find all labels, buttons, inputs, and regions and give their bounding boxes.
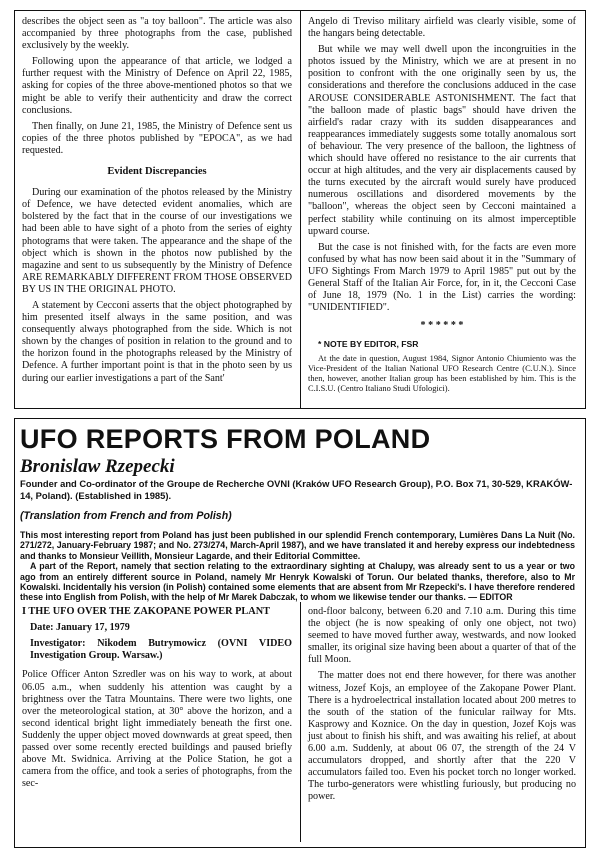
editor-note-heading: * NOTE BY EDITOR, FSR: [318, 339, 419, 350]
author-affiliation: Founder and Co-ordinator of the Groupe de Recherche OVNI (Kraków UFO Research Group), P.O. Box 71, 30-529, KRAKÓW-14, Poland). (Established in 1985).: [20, 478, 573, 501]
section-break-stars: * * * * * *: [420, 320, 464, 332]
upper-column-divider: [300, 10, 301, 409]
lower-left-body: Police Officer Anton Szredler was on his way to work, at about 06.05 a.m., when suddenly his attention was caught by a brightness over the Tatra Mountains. There were two lights, one over the meteorological station, at 30° above the horizon, and a second identical bright light immediately beneath the first one. Suddenly the upper object moved downwards at great speed, then passed over some recently erected buildings and paused briefly above Mt. Swidnica. Arriving at the Police Station, he got a camera from the office, and took a series of photographs, from the sec-: [22, 669, 292, 790]
lower-right-p2: The matter does not end there however, for there was another witness, Jozef Kojs, an employee of the Zakopane Power Plant. There is a hydroelectrical installation located about 200 metres to the south of the station of the funicular railway for Mts. Kasprowy and Koznice. On the day in question, Jozef Kojs was just about to finish his shift, and was awaiting his relief, at about 6.00 a.m. Suddenly, at about 06 07, the strength of the 24 V accumulators dropped, and shortly after that the 220 V accumulators failed too. Even his pocket torch no longer worked. The turbo-generators were whistling furiously, but producing no power.: [308, 670, 576, 803]
upper-right-p2: But while we may well dwell upon the incongruities in the photos issued by the Ministry, which we are at present in no position to confront with the one originally seen by us, the considerations and therefore the conclusions adduced in the case AROUSE CONSIDERABLE ASTONISHMENT. The fact that "the balloon made of plastic bags" should have driven the airfield's radar crazy with its sudden disappearances and reappearances immediately suggests some totally anomalous sort of behaviour. The very presence of the balloon, the lightness of which should have offered no resistance to the air currents that occur at high altitudes, and the very air displacements caused by the turns executed by the aircraft would surely have produced numerous oscillations and disordered movements by the "balloon", whereas the object seen by Cecconi maintained a perfect stability while continuing on its almost imperceptible upward course.: [308, 44, 576, 237]
section-title-zakopane: I THE UFO OVER THE ZAKOPANE POWER PLANT: [22, 606, 271, 617]
upper-right-column: [308, 16, 576, 398]
lower-column-divider: [300, 602, 301, 842]
section-investigator: Investigator: Nikodem Butrymowicz (OVNI VIDEO Investigation Group. Warsaw.): [30, 638, 292, 662]
lower-left-column: [22, 606, 292, 794]
section-date: Date: January 17, 1979: [30, 622, 130, 634]
editor-note-text: At the date in question, August 1984, Signor Antonio Chiumiento was the Vice-President of the Italian National UFO Research Centre (C.U.N.). Since then, however, another Italian group has been established by him. This is the C.I.S.U. (Centro Italiano Studi Ufologici).: [308, 354, 576, 394]
lower-right-column: [308, 606, 576, 808]
lower-right-p1: ond-floor balcony, between 6.20 and 7.10 a.m. During this time the object (he is now speaking of only one object, not two) seemed to have moved further away, westwards, and now looked smaller, its original size having been about a quarter of that of the full Moon.: [308, 606, 576, 666]
upper-right-p1: Angelo di Treviso military airfield was clearly visible, some of the hangars being detectable.: [308, 16, 576, 40]
upper-right-p3: But the case is not finished with, for the facts are even more confused by what has now been said about it in the "Summary of UFO Sightings From March 1979 to April 1985" put out by the General Staff of the Italian Air Force, for, in it, the Cecconi Case of June 18, 1979 (No. 1 in the List) carries the wording: "UNIDENTIFIED".: [308, 241, 576, 314]
article-title: UFO REPORTS FROM POLAND: [20, 424, 431, 454]
article-author: Bronislaw Rzepecki: [20, 456, 175, 477]
upper-left-p3: Then finally, on June 21, 1985, the Ministry of Defence sent us copies of the three photos published by "EPOCA", as we had requested.: [22, 120, 292, 156]
upper-left-p5: A statement by Cecconi asserts that the object photographed by him presented itself always in the same position, and was consequently always photographed from the side. Which is not shown by the changes of position in relation to the ground and to the horizon found in the photographs released by the Ministry of Defence. A further important point is that in the photo seen by us during our earlier investigations a part of the Sant': [22, 299, 292, 384]
upper-left-p1: describes the object seen as "a toy balloon". The article was also accompanied by three photographs from the case, published exclusively by the weekly.: [22, 16, 292, 52]
editor-intro-p2: A part of the Report, namely that section relating to the extraordinary sighting at Chalupy, was already sent to us a year or two ago from an entirely different source in Poland, namely Mr Henryk Kowalski of Torun. Our belated thanks, therefore, also to Mr Kowalski. Incidentally his version (in Polish) contained some elements that are absent from Mr Rzepecki's. I have therefore rendered these into English from Polish, with the help of Mr Marek Dabczak, to whom we likewise tender our thanks. — EDITOR: [20, 561, 575, 603]
upper-left-column: [22, 16, 292, 389]
editor-intro-p1: This most interesting report from Poland has just been published in our splendid French contemporary, Lumières Dans La Nuit (No. 271/272, January-February 1987; and No. 273/274, March-April 1987), and we have translated it and hereby express our indebtedness and thanks to Monsieur Veillith, Monsieur Lagarde, and their Editorial Committee.: [20, 530, 575, 561]
upper-left-p2: Following upon the appearance of that article, we lodged a further request with the Ministry of Defence on April 22, 1985, asking for copies of the three above-mentioned photos so that we might be able to verify their authenticity and draw the correct conclusions.: [22, 56, 292, 116]
translation-note: (Translation from French and from Polish): [20, 510, 232, 522]
section-heading-evident-discrepancies: Evident Discrepancies: [107, 166, 207, 178]
editor-intro: [20, 530, 575, 603]
upper-left-p4: During our examination of the photos released by the Ministry of Defence, we have detected evident anomalies, which are bolstered by the fact that in the course of our investigations we had been able to have sight of a photo from the series of eighty photograms that were taken. The appearance and the shape of the object which is shown in the photos now published by the magazine and sent to us subsequently by the Ministry of Defence ARE REMARKABLY DIFFERENT FROM THOSE OBSERVED BY US IN THE ORIGINAL PHOTO.: [22, 187, 292, 295]
